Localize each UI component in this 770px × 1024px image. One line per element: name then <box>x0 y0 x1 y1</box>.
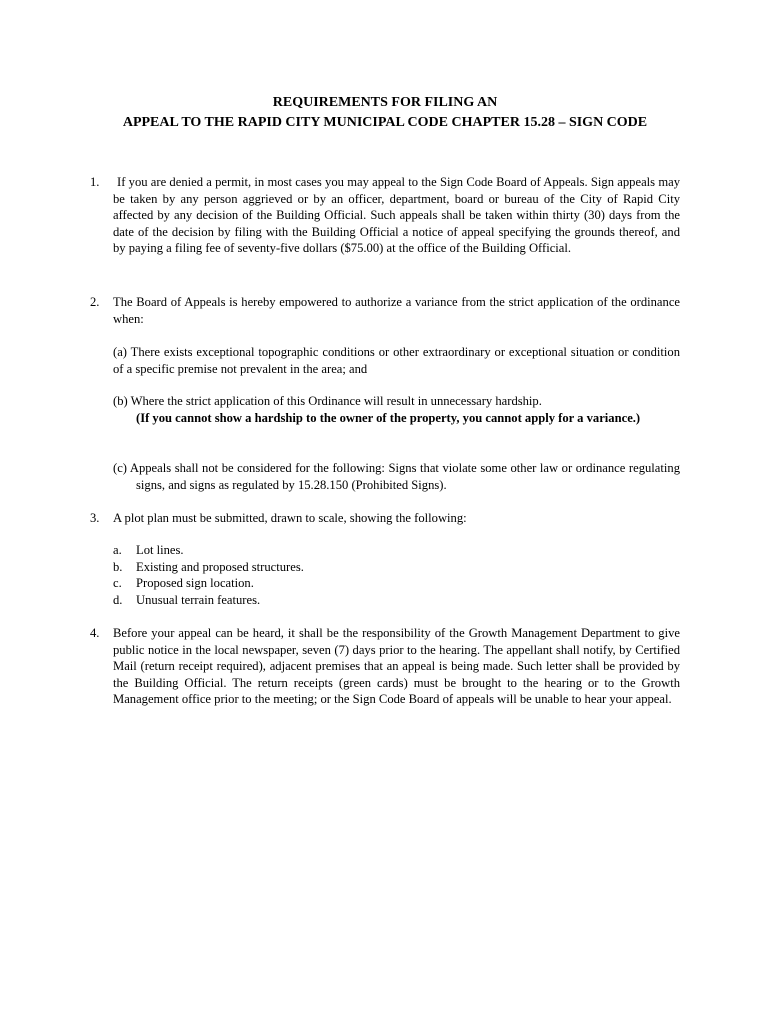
item-4-number: 4. <box>90 626 100 640</box>
item-2-clause-b <box>113 393 680 426</box>
item-2-number: 2. <box>90 295 100 309</box>
item-3-number: 3. <box>90 511 100 525</box>
clause-c-text: Appeals shall not be considered for the following: Signs that violate some other law or ordinance regulating signs, and signs as regulated by 15.28.150 (Prohibited Signs). <box>129 461 680 492</box>
item-4-text: Before your appeal can be heard, it shall be the responsibility of the Growth Management Department to give public notice in the local newspaper, seven (7) days prior to the hearing. The appellant shall notify, by Certified Mail (return receipt required), adjacent premises that an appeal is being made. Such letter shall be provided by the Building Official. The return receipts (green cards) must be brought to the hearing or to the Growth Management office prior to the meeting; or the Sign Code Board of appeals will be unable to hear your appeal. <box>113 626 680 707</box>
title-line-1: REQUIREMENTS FOR FILING AN <box>272 95 498 110</box>
list-item: a. Lot lines. <box>113 543 184 557</box>
item-1-number: 1. <box>90 175 100 189</box>
clause-b-text: Where the strict application of this Ordinance will result in unnecessary hardship. <box>130 394 542 408</box>
clause-b-bold-note: (If you cannot show a hardship to the owner of the property, you cannot apply for a variance.) <box>136 410 641 425</box>
item-3-text: A plot plan must be submitted, drawn to scale, showing the following: <box>113 511 467 525</box>
item-1-text: If you are denied a permit, in most cases you may appeal to the Sign Code Board of Appeals. Sign appeals may be taken by any person aggrieved or by an officer, department, board or bureau of the City of Rapid City affected by any decision of the Building Official. Such appeals shall be taken within thirty (30) days from the date of the decision by filing with the Building Official a notice of appeal specifying the grounds thereof, and by paying a filing fee of seventy-five dollars ($75.00) at the office of the Building Official. <box>113 175 680 256</box>
clause-c-label: (c) <box>113 461 127 475</box>
list-item: b. Existing and proposed structures. <box>113 559 304 574</box>
clause-b-label: (b) <box>113 394 128 408</box>
list-item: d. Unusual terrain features. <box>113 592 261 607</box>
list-item: c. Proposed sign location. <box>113 576 254 591</box>
plot-plan-list <box>113 542 304 608</box>
item-2-clause-c <box>113 460 680 493</box>
item-2-text: The Board of Appeals is hereby empowered to authorize a variance from the strict application of the ordinance when: <box>113 295 680 326</box>
item-2-clause-a: (a) There exists exceptional topographic conditions or other extraordinary or exceptional situation or condition of a specific premise not prevalent in the area; and <box>113 345 680 376</box>
title-line-2: APPEAL TO THE RAPID CITY MUNICIPAL CODE CHAPTER 15.28 – SIGN CODE <box>122 115 648 130</box>
